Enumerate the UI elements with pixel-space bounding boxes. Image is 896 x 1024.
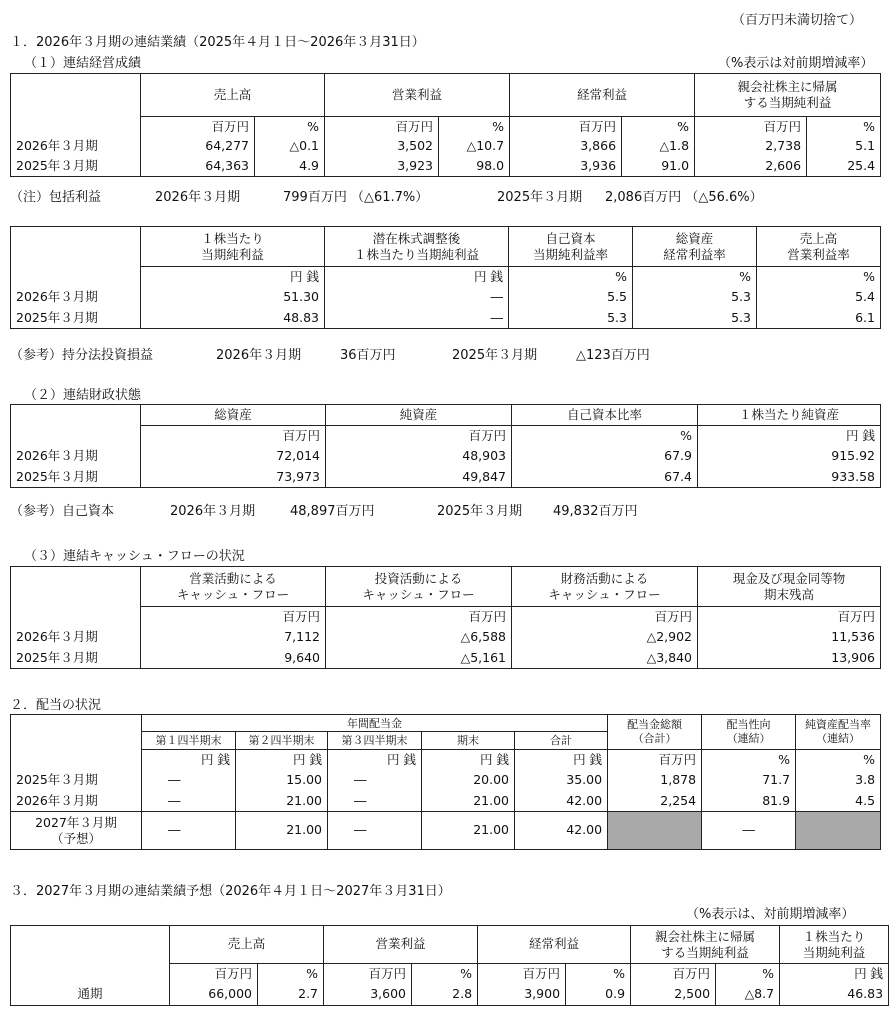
unit-cell: % xyxy=(622,117,695,137)
value-cell: 67.9 xyxy=(512,446,698,467)
value-cell: 2,738 xyxy=(695,137,807,157)
row-label xyxy=(11,750,142,770)
value-cell: 64,277 xyxy=(141,137,255,157)
unit-cell: 百万円 xyxy=(141,607,326,627)
value-cell: △0.1 xyxy=(255,137,325,157)
row-label: 通期 xyxy=(11,984,170,1006)
col-header: 投資活動による キャッシュ・フロー xyxy=(326,567,512,607)
note-period-label: 2026年３月期 xyxy=(170,504,256,519)
value-cell: ― xyxy=(142,770,236,791)
unit-cell: % xyxy=(702,750,796,770)
value-cell: 81.9 xyxy=(702,791,796,812)
value-cell: 0.9 xyxy=(566,984,631,1006)
value-cell: 67.4 xyxy=(512,467,698,488)
col-header: １株当たり 当期純利益 xyxy=(780,926,889,964)
value-cell: 91.0 xyxy=(622,157,695,177)
note-period-label: 2025年３月期 xyxy=(497,190,583,205)
col-header: 営業利益 xyxy=(325,74,510,117)
unit-cell: % xyxy=(796,750,881,770)
value-cell: ― xyxy=(325,308,509,329)
value-cell: 3,900 xyxy=(478,984,566,1006)
value-cell: ― xyxy=(328,791,422,812)
value-cell: 42.00 xyxy=(515,812,608,850)
note-value: 2,086百万円 （△56.6%） xyxy=(605,190,763,205)
value-cell: 2,254 xyxy=(608,791,702,812)
table-row xyxy=(11,157,881,177)
col-header: 売上高 xyxy=(141,74,325,117)
section3-note: （%表示は、対前期増減率） xyxy=(686,907,855,922)
value-cell: 4.9 xyxy=(255,157,325,177)
value-cell: 4.5 xyxy=(796,791,881,812)
unit-cell: 円 銭 xyxy=(515,750,608,770)
col-header: 親会社株主に帰属 する当期純利益 xyxy=(631,926,780,964)
col-header: 第２四半期末 xyxy=(236,732,328,750)
row-label: 2025年３月期 xyxy=(11,648,141,669)
col-header: 自己資本比率 xyxy=(512,405,698,426)
value-cell: 3,923 xyxy=(325,157,439,177)
row-label xyxy=(11,732,142,750)
value-cell: 66,000 xyxy=(170,984,258,1006)
note-period-label: 2026年３月期 xyxy=(216,348,302,363)
row-label: 2026年３月期 xyxy=(11,791,142,812)
col-header: 合計 xyxy=(515,732,608,750)
value-cell: 13,906 xyxy=(698,648,881,669)
value-cell: 42.00 xyxy=(515,791,608,812)
row-label-header xyxy=(11,567,141,607)
value-cell: 9,640 xyxy=(141,648,326,669)
row-label xyxy=(11,426,141,446)
value-cell: 73,973 xyxy=(141,467,326,488)
col-header: 第１四半期末 xyxy=(142,732,236,750)
row-label xyxy=(11,117,141,137)
value-cell: 2,500 xyxy=(631,984,716,1006)
unit-cell: 円 銭 xyxy=(698,426,881,446)
value-cell: 3.8 xyxy=(796,770,881,791)
unit-cell: % xyxy=(509,267,633,287)
value-cell: 21.00 xyxy=(236,812,328,850)
section1-title: １．2026年３月期の連結業績（2025年４月１日～2026年３月31日） xyxy=(10,35,425,50)
unit-cell: 百万円 xyxy=(141,426,326,446)
value-cell: 35.00 xyxy=(515,770,608,791)
value-cell: 64,363 xyxy=(141,157,255,177)
table-row xyxy=(11,467,881,488)
value-cell: 2.7 xyxy=(258,984,324,1006)
col-header: 期末 xyxy=(422,732,515,750)
col-header: 現金及び現金同等物 期末残高 xyxy=(698,567,881,607)
col-header: 売上高 xyxy=(170,926,324,964)
value-cell: 2.8 xyxy=(412,984,478,1006)
col-header: 総資産 経常利益率 xyxy=(633,227,757,267)
col-header: 親会社株主に帰属 する当期純利益 xyxy=(695,74,881,117)
col-header: 配当金総額 （合計） xyxy=(608,715,702,750)
unit-cell: 円 銭 xyxy=(328,750,422,770)
value-cell: 11,536 xyxy=(698,627,881,648)
value-cell: △8.7 xyxy=(716,984,780,1006)
unit-cell: 百万円 xyxy=(170,964,258,984)
unit-cell: 百万円 xyxy=(695,117,807,137)
value-cell: ― xyxy=(325,287,509,308)
value-cell: 3,502 xyxy=(325,137,439,157)
unit-cell: % xyxy=(512,426,698,446)
col-header: １株当たり 当期純利益 xyxy=(141,227,325,267)
row-label xyxy=(11,964,170,984)
unit-cell: 百万円 xyxy=(324,964,412,984)
row-label: 2027年３月期 （予想） xyxy=(11,812,142,850)
note-value: 36百万円 xyxy=(340,348,396,363)
row-label: 2025年３月期 xyxy=(11,467,141,488)
row-label: 2025年３月期 xyxy=(11,308,141,329)
unit-cell: 百万円 xyxy=(478,964,566,984)
note-prefix: （注）包括利益 xyxy=(10,190,102,205)
unit-cell: 円 銭 xyxy=(141,267,325,287)
value-cell: 21.00 xyxy=(422,812,515,850)
operating-results-table xyxy=(10,73,881,177)
unit-cell: 百万円 xyxy=(141,117,255,137)
unit-note: （百万円未満切捨て） xyxy=(732,13,863,28)
table-row xyxy=(11,648,881,669)
row-label-header xyxy=(11,715,142,732)
value-cell: 49,847 xyxy=(326,467,512,488)
table-row xyxy=(11,287,881,308)
row-label xyxy=(11,267,141,287)
section2-title: ２．配当の状況 xyxy=(10,698,102,713)
financial-position-table xyxy=(10,404,881,488)
unit-cell: 百万円 xyxy=(608,750,702,770)
unit-cell: 百万円 xyxy=(325,117,439,137)
note-value: 48,897百万円 xyxy=(290,504,375,519)
col-header: 営業活動による キャッシュ・フロー xyxy=(141,567,326,607)
row-label-header xyxy=(11,405,141,426)
value-cell: 2,606 xyxy=(695,157,807,177)
col-header: 経常利益 xyxy=(478,926,631,964)
annual-dividend-header: 年間配当金 xyxy=(142,715,608,732)
value-cell: 6.1 xyxy=(757,308,881,329)
value-cell: 5.3 xyxy=(633,287,757,308)
col-header: 財務活動による キャッシュ・フロー xyxy=(512,567,698,607)
subsection2-title: （２）連結財政状態 xyxy=(24,388,142,403)
col-header: １株当たり純資産 xyxy=(698,405,881,426)
value-cell: 15.00 xyxy=(236,770,328,791)
col-header: 配当性向 （連結） xyxy=(702,715,796,750)
value-cell: 71.7 xyxy=(702,770,796,791)
value-cell: 5.3 xyxy=(509,308,633,329)
unit-cell: 百万円 xyxy=(512,607,698,627)
value-cell: 48,903 xyxy=(326,446,512,467)
unit-cell: % xyxy=(255,117,325,137)
value-cell: 5.3 xyxy=(633,308,757,329)
value-cell: 7,112 xyxy=(141,627,326,648)
value-cell: 98.0 xyxy=(439,157,510,177)
col-header: 総資産 xyxy=(141,405,326,426)
col-header: 経常利益 xyxy=(510,74,695,117)
subsection1-title: （１）連結経営成績 xyxy=(24,56,142,71)
table-row xyxy=(11,791,881,812)
unit-cell: % xyxy=(716,964,780,984)
subsection3-title: （３）連結キャッシュ・フローの状況 xyxy=(24,549,245,564)
unit-cell: 円 銭 xyxy=(780,964,889,984)
unit-cell: 百万円 xyxy=(326,607,512,627)
unit-cell: % xyxy=(633,267,757,287)
value-cell: ― xyxy=(702,812,796,850)
row-label-header xyxy=(11,74,141,117)
value-cell: 915.92 xyxy=(698,446,881,467)
col-header: 営業利益 xyxy=(324,926,478,964)
col-header: 潜在株式調整後 １株当たり当期純利益 xyxy=(325,227,509,267)
value-cell: △3,840 xyxy=(512,648,698,669)
value-cell: 5.5 xyxy=(509,287,633,308)
comprehensive-income-note xyxy=(10,186,101,205)
row-label: 2025年３月期 xyxy=(11,770,142,791)
dividends-table xyxy=(10,714,881,850)
value-cell: ― xyxy=(328,770,422,791)
unit-cell: 円 銭 xyxy=(325,267,509,287)
value-cell: △1.8 xyxy=(622,137,695,157)
table-row xyxy=(11,984,889,1006)
row-label xyxy=(11,607,141,627)
value-cell: 72,014 xyxy=(141,446,326,467)
col-header: 純資産配当率 （連結） xyxy=(796,715,881,750)
value-cell: 51.30 xyxy=(141,287,325,308)
value-cell: 20.00 xyxy=(422,770,515,791)
value-cell: △6,588 xyxy=(326,627,512,648)
unit-cell: 百万円 xyxy=(510,117,622,137)
subsection1-note: （%表示は対前期増減率） xyxy=(718,56,874,71)
unit-cell: % xyxy=(412,964,478,984)
value-cell: 21.00 xyxy=(236,791,328,812)
unit-cell: % xyxy=(566,964,631,984)
forecast-table xyxy=(10,925,889,1006)
equity-capital-note: （参考）自己資本 xyxy=(10,504,115,519)
value-cell: △2,902 xyxy=(512,627,698,648)
unit-cell: % xyxy=(807,117,881,137)
row-label: 2026年３月期 xyxy=(11,287,141,308)
row-label: 2026年３月期 xyxy=(11,446,141,467)
value-cell: 3,600 xyxy=(324,984,412,1006)
unit-cell: 円 銭 xyxy=(422,750,515,770)
value-cell: 21.00 xyxy=(422,791,515,812)
row-label: 2026年３月期 xyxy=(11,627,141,648)
note-value: 799百万円 （△61.7%） xyxy=(283,190,429,205)
table-row xyxy=(11,627,881,648)
table-row xyxy=(11,308,881,329)
note-value: 49,832百万円 xyxy=(553,504,638,519)
value-cell: 3,936 xyxy=(510,157,622,177)
section3-title: ３．2027年３月期の連結業績予想（2026年４月１日～2027年３月31日） xyxy=(10,884,451,899)
col-header: 自己資本 当期純利益率 xyxy=(509,227,633,267)
note-period-label: 2026年３月期 xyxy=(155,190,241,205)
row-label-header xyxy=(11,926,170,964)
value-cell: 25.4 xyxy=(807,157,881,177)
forecast-row xyxy=(11,812,881,850)
value-cell: 3,866 xyxy=(510,137,622,157)
col-header: 第３四半期末 xyxy=(328,732,422,750)
note-value: △123百万円 xyxy=(576,348,650,363)
unit-cell: 百万円 xyxy=(631,964,716,984)
value-cell: ― xyxy=(328,812,422,850)
value-cell: 5.1 xyxy=(807,137,881,157)
col-header: 売上高 営業利益率 xyxy=(757,227,881,267)
row-label: 2026年３月期 xyxy=(11,137,141,157)
equity-method-note: （参考）持分法投資損益 xyxy=(10,348,154,363)
shaded-cell xyxy=(608,812,702,850)
unit-cell: 円 銭 xyxy=(236,750,328,770)
value-cell: ― xyxy=(142,812,236,850)
value-cell: ― xyxy=(142,791,236,812)
table-row xyxy=(11,137,881,157)
value-cell: 1,878 xyxy=(608,770,702,791)
value-cell: 933.58 xyxy=(698,467,881,488)
note-period-label: 2025年３月期 xyxy=(437,504,523,519)
per-share-table xyxy=(10,226,881,329)
unit-cell: % xyxy=(757,267,881,287)
value-cell: 46.83 xyxy=(780,984,889,1006)
value-cell: 5.4 xyxy=(757,287,881,308)
unit-cell: % xyxy=(258,964,324,984)
shaded-cell xyxy=(796,812,881,850)
value-cell: 48.83 xyxy=(141,308,325,329)
row-label-header xyxy=(11,227,141,267)
cash-flow-table xyxy=(10,566,881,669)
unit-cell: 円 銭 xyxy=(142,750,236,770)
unit-cell: % xyxy=(439,117,510,137)
unit-cell: 百万円 xyxy=(698,607,881,627)
table-row xyxy=(11,446,881,467)
unit-cell: 百万円 xyxy=(326,426,512,446)
col-header: 純資産 xyxy=(326,405,512,426)
value-cell: △5,161 xyxy=(326,648,512,669)
table-row xyxy=(11,770,881,791)
note-period-label: 2025年３月期 xyxy=(452,348,538,363)
value-cell: △10.7 xyxy=(439,137,510,157)
row-label: 2025年３月期 xyxy=(11,157,141,177)
